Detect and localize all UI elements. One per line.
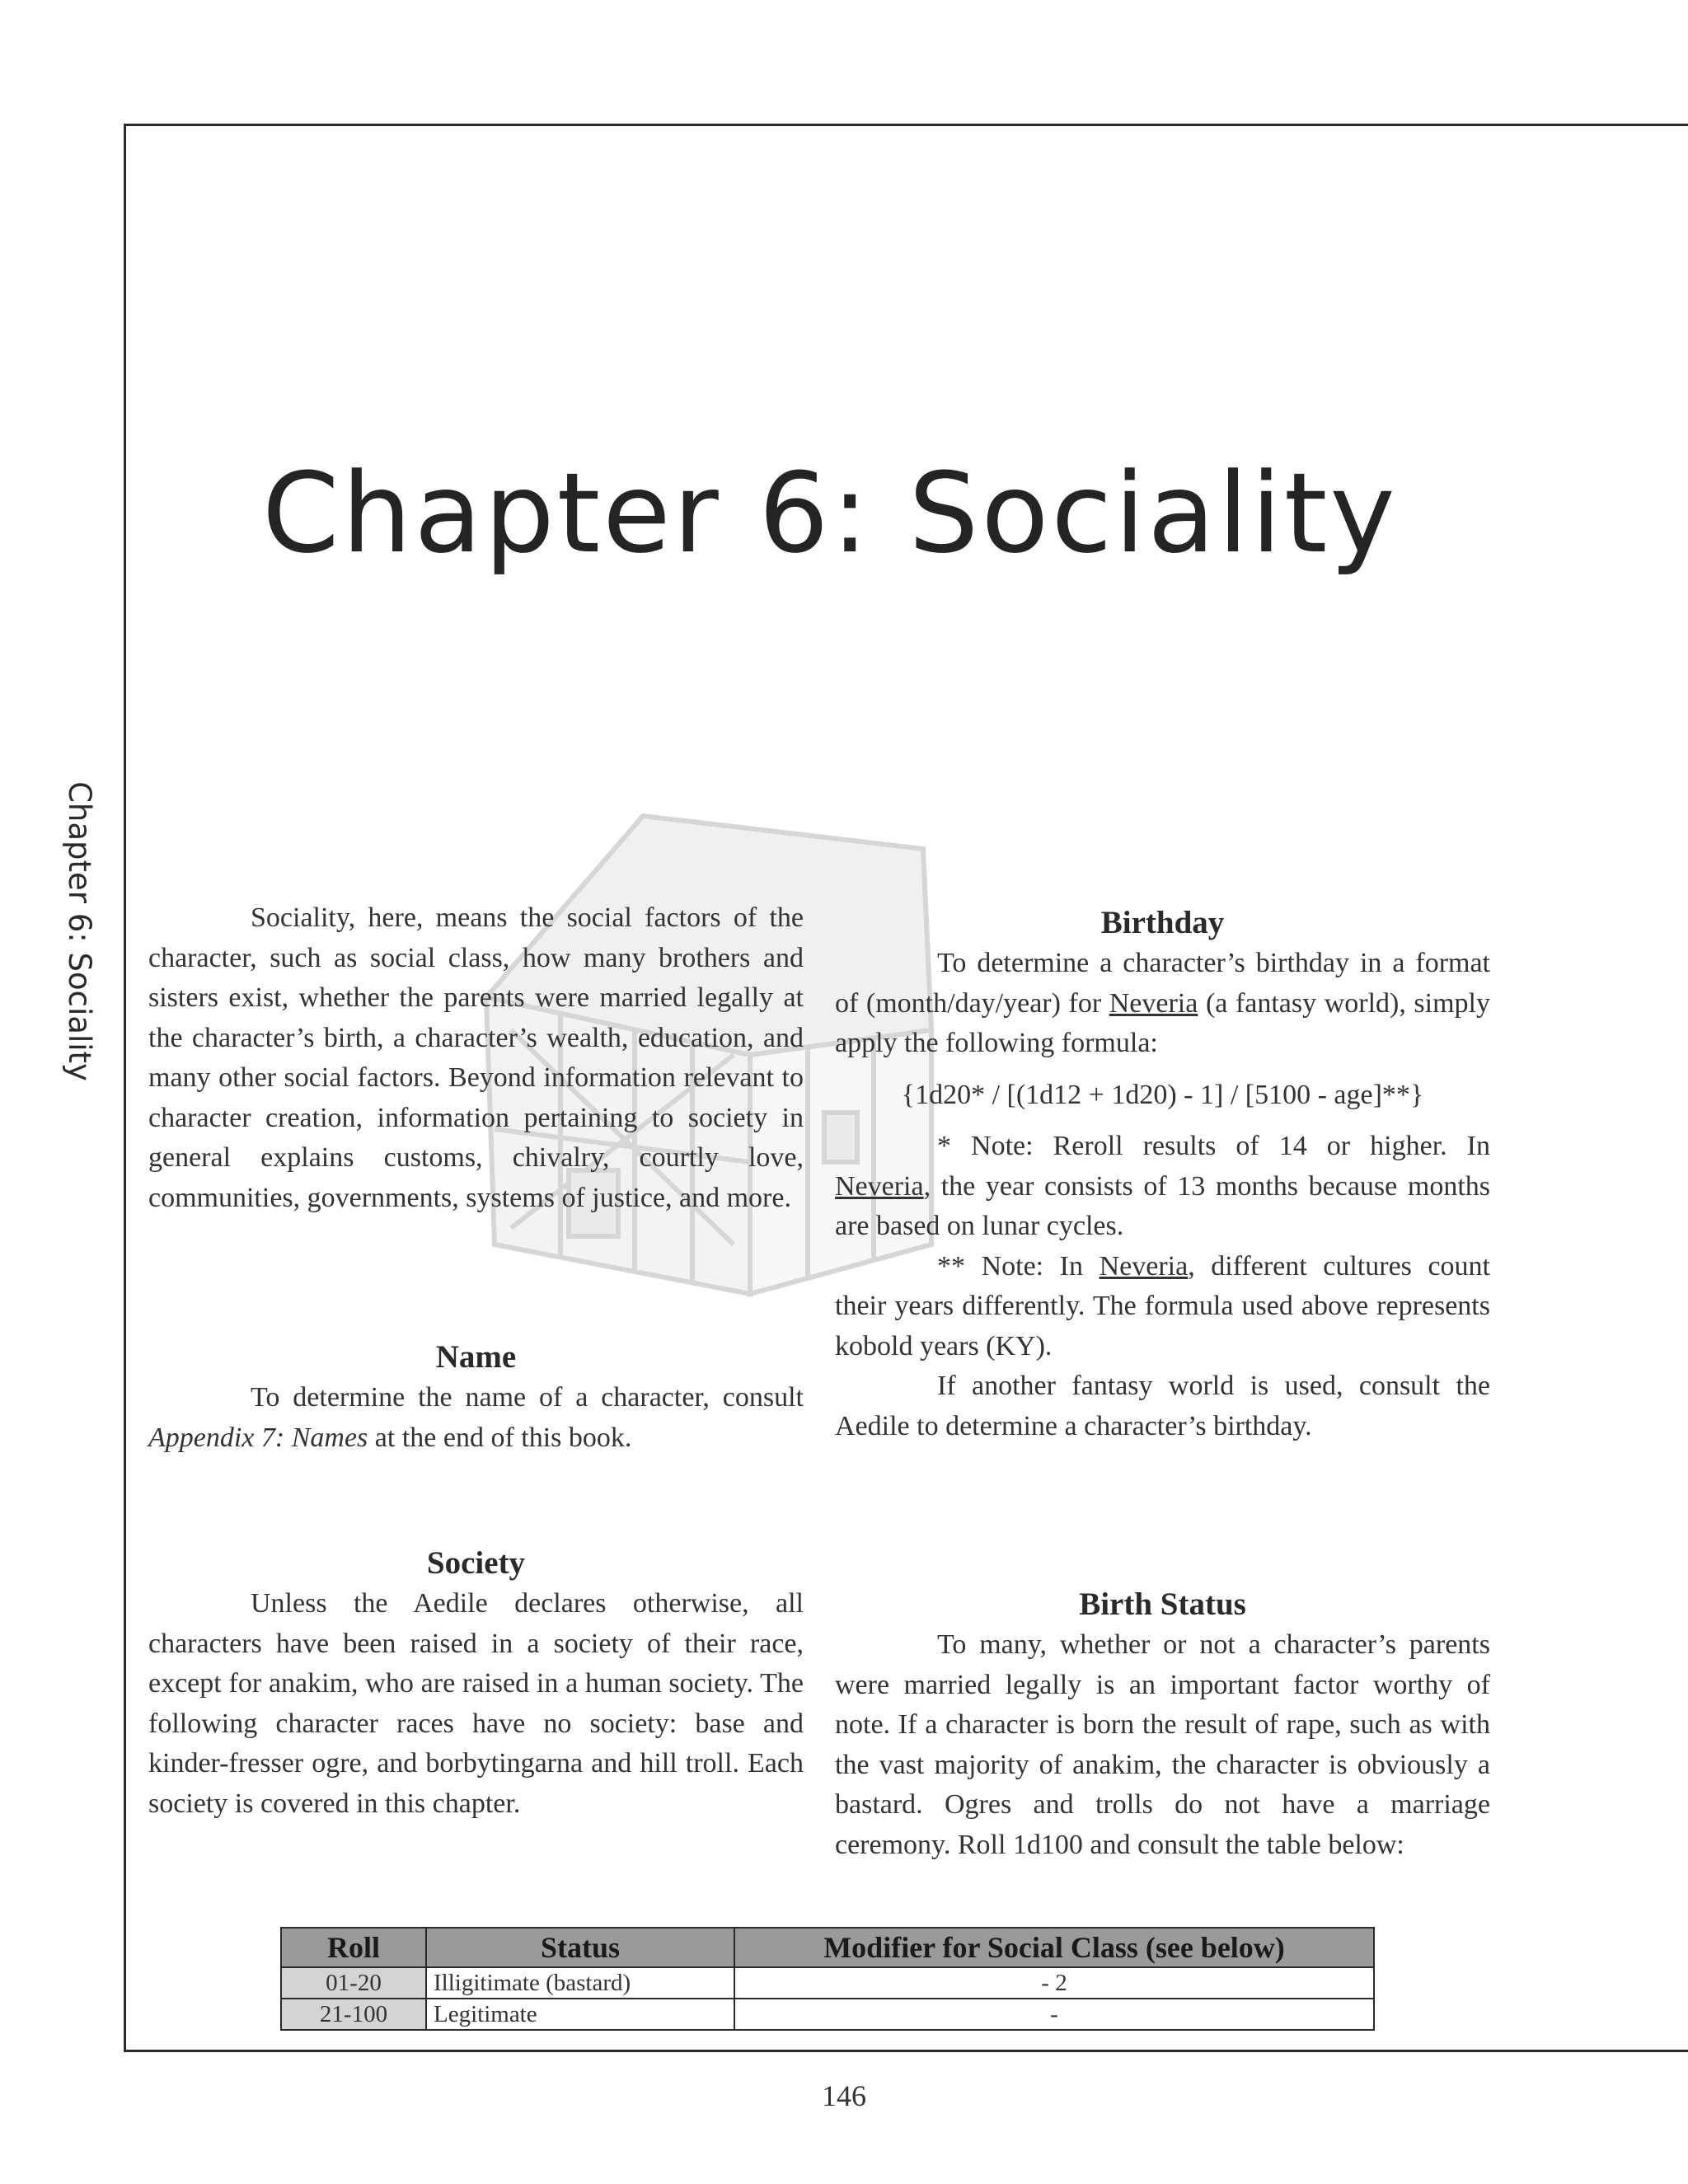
table-row bbox=[281, 1999, 1374, 2030]
status-table bbox=[280, 1927, 1375, 2031]
left-column bbox=[148, 898, 804, 1218]
birthday-text-before: To determine a character’s birthday in a format of (month/day/year) for bbox=[835, 948, 1490, 1019]
birthday-text-after: (a fantasy world), simply apply the following formula: bbox=[835, 987, 1490, 1058]
table-cell: - 2 bbox=[734, 1967, 1374, 1999]
note-two bbox=[835, 1247, 1490, 1367]
table-cell: - bbox=[734, 1999, 1374, 2030]
note-two-after: , different cultures count their years differently. The formula used above represents kobold years (KY). bbox=[835, 1250, 1490, 1361]
society-paragraph: Unless the Aedile declares otherwise, all characters have been raised in a society of their race, except for anakim, who are raised in a human society. The following character races have no society: base and kinder-fresser ogre, and borbytingarna and hill troll. Each society is covered in this chapter. bbox=[148, 1588, 804, 1819]
society-heading: Society bbox=[426, 1545, 526, 1581]
note-two-before: ** Note: In bbox=[937, 1250, 1100, 1282]
birth-status-paragraph: To many, whether or not a character’s parents were married legally is an important factor worthy of note. If a character is born the result of rape, such as with the vast majority of anakim, the character is obviously a bastard. Ogres and trolls do not have a marriage ceremony. Roll 1d100 and consult the table below: bbox=[835, 1629, 1490, 1860]
side-chapter-label: Chapter 6: Sociality bbox=[62, 781, 97, 1081]
table-cell: Legitimate bbox=[426, 1999, 734, 2030]
table-cell: Illigitimate (bastard) bbox=[426, 1967, 734, 1999]
birthday-last-paragraph: If another fantasy world is used, consult the Aedile to determine a character’s birthday. bbox=[835, 1371, 1490, 1441]
appendix-reference: Appendix 7: Names bbox=[148, 1422, 368, 1453]
table-cell: 21-100 bbox=[281, 1999, 426, 2030]
name-text-before: To determine the name of a character, consult bbox=[251, 1382, 804, 1413]
table-cell: 01-20 bbox=[281, 1967, 426, 1999]
table-row bbox=[281, 1967, 1374, 1999]
birth-status-section bbox=[835, 1584, 1490, 1865]
birth-status-table bbox=[280, 1927, 1375, 2031]
birthday-formula: {1d20* / [(1d12 + 1d20) - 1] / [5100 - age]**} bbox=[901, 1079, 1424, 1110]
name-heading: Name bbox=[435, 1339, 517, 1375]
name-paragraph bbox=[148, 1378, 804, 1458]
neveria-link: Neveria bbox=[835, 1170, 924, 1202]
note-one-after: , the year consists of 13 months because months are based on lunar cycles. bbox=[835, 1170, 1490, 1241]
birthday-heading: Birthday bbox=[1100, 905, 1225, 940]
neveria-link: Neveria bbox=[1109, 987, 1198, 1019]
chapter-title: Chapter 6: Sociality bbox=[262, 449, 1398, 578]
birthday-paragraph bbox=[835, 944, 1490, 1064]
birth-status-heading: Birth Status bbox=[1079, 1586, 1246, 1622]
society-section bbox=[148, 1543, 804, 1824]
name-section bbox=[148, 1337, 804, 1458]
intro-paragraph: Sociality, here, means the social factors of the character, such as social class, how many brothers and sisters exist, whether the parents were married legally at the character’s birth, a character’s wealth, education, and many other social factors. Beyond information relevant to character creation, information pertaining to society in general explains customs, chivalry, courtly love, communities, governments, systems of justice, and more. bbox=[148, 902, 804, 1213]
header-roll: Roll bbox=[281, 1928, 426, 1967]
name-text-after: at the end of this book. bbox=[368, 1422, 632, 1453]
page-number: 146 bbox=[822, 2079, 866, 2112]
note-one bbox=[835, 1127, 1490, 1247]
header-modifier: Modifier for Social Class (see below) bbox=[734, 1928, 1374, 1967]
table-header-row bbox=[281, 1928, 1374, 1967]
birthday-section bbox=[835, 902, 1490, 1446]
header-status: Status bbox=[426, 1928, 734, 1967]
note-one-before: * Note: Reroll results of 14 or higher. In bbox=[937, 1131, 1490, 1161]
neveria-link: Neveria bbox=[1099, 1250, 1189, 1282]
